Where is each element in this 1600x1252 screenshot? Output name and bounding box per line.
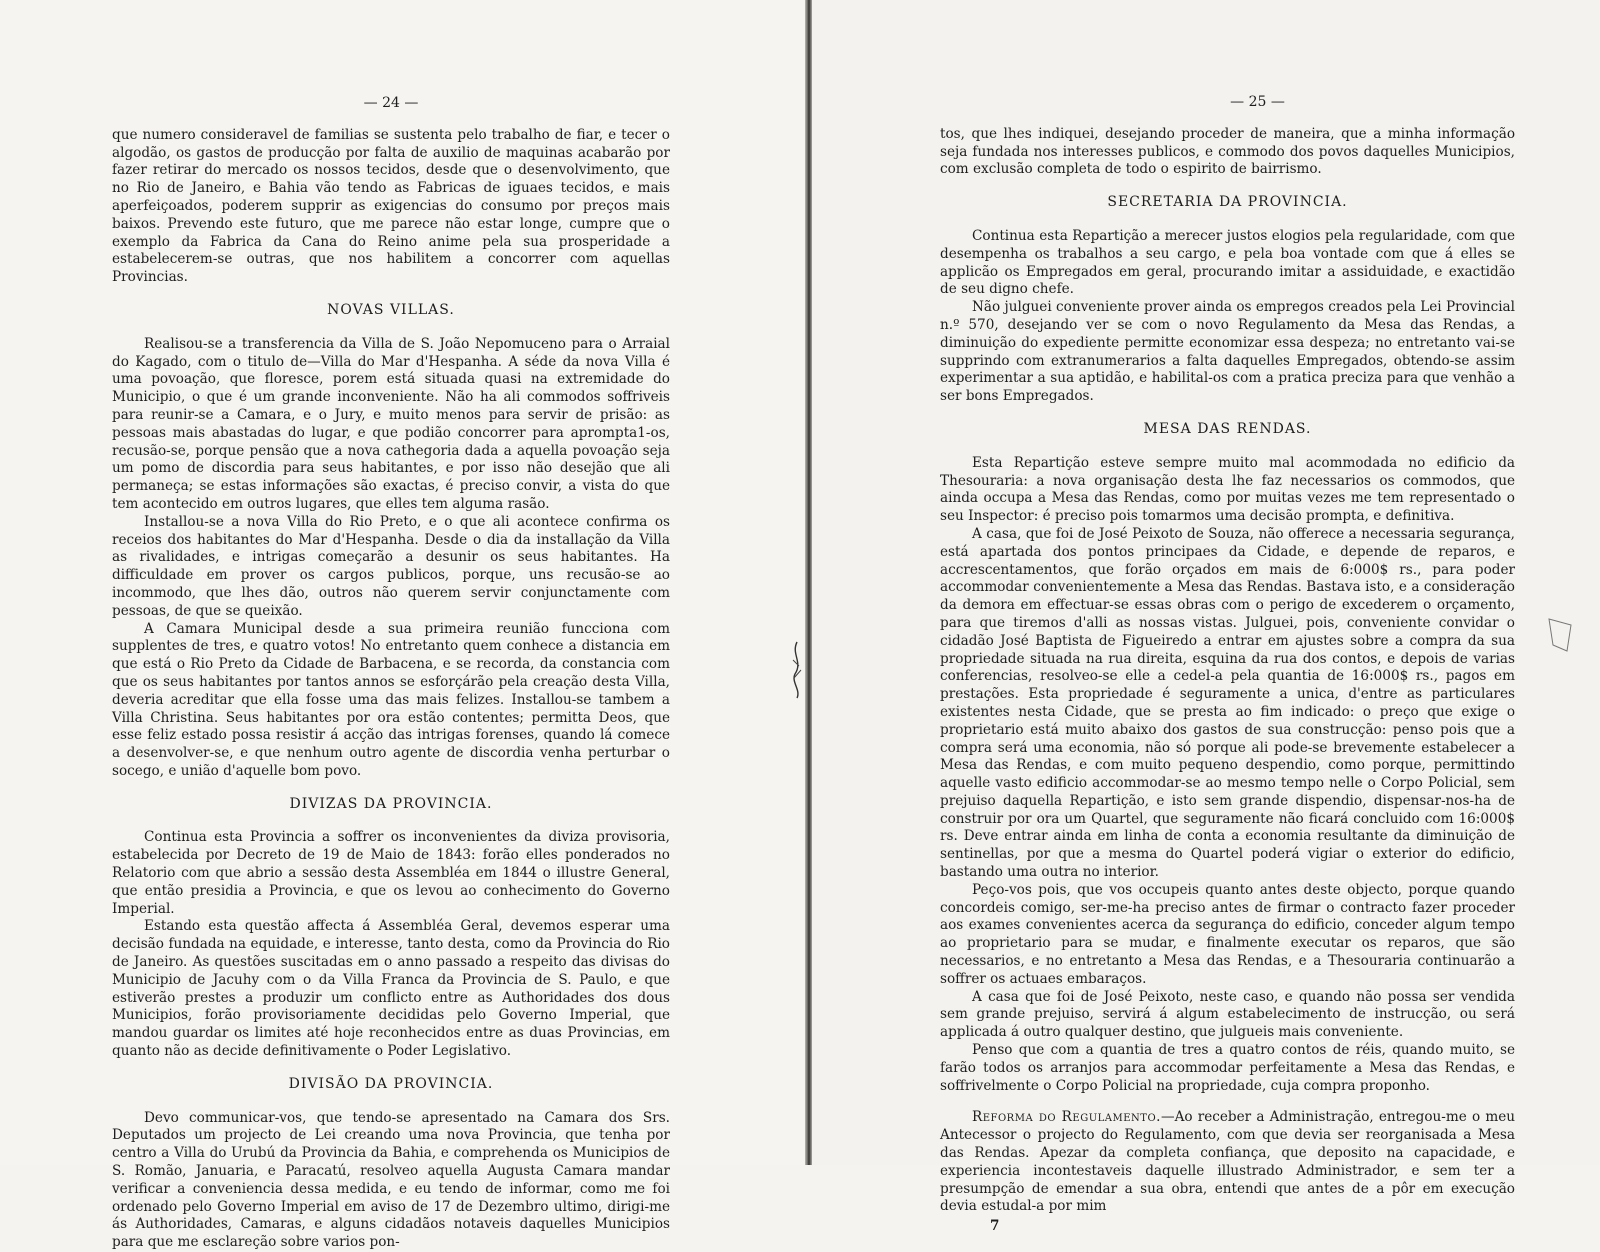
book-gutter [805,0,812,1165]
paragraph: Esta Repartição esteve sempre muito mal acommodada no edificio da Thesouraria: a nova organisação desta lhe faz necessarios os commodos, que ainda occupa a Mesa das Rendas, como por muitas vezes me tem representado o seu Inspector: é preciso pois tomarmos uma decisão prompta, e definitiva. [940,454,1515,525]
binding-thread-mark [785,640,809,700]
page-edge-mark [1545,615,1575,655]
section-heading: DIVISÃO DA PROVINCIA. [288,1075,494,1092]
paragraph: Continua esta Repartição a merecer justos elogios pela regularidade, com que desempenha os trabalhos a seu cargo, e pela boa vontade com que á elles se applicão os Empregados em geral, procurando imitar a assiduidade, e exactidão de seu digno chefe. [940,227,1515,298]
right-page [812,0,1600,1235]
paragraph: que numero consideravel de familias se sustenta pelo trabalho de fiar, e tecer o algodão, os gastos de producção por falta de auxilio de maquinas acabarão por fazer retirar do mercado os nossos tecidos, desde que o desenvolvimento, que no Rio de Janeiro, e Bahia vão tendo as Fabricas de iguaes tecidos, e mais aperfeiçoados, poderem supprir as exigencias do consumo por preços mais baixos. Prevendo este futuro, que me parece não estar longe, cumpre que o exemplo da Fabrica da Cana do Reino anime pela sua prosperidade a estabelecerem-se outras, que nos habilitem a concorrer com aquellas Provincias. [112,126,670,286]
paragraph: Realisou-se a transferencia da Villa de S. João Nepomuceno para o Arraial do Kagado, com o titulo de—Villa do Mar d'Hespanha. A séde da nova Villa é uma povoação, que floresce, porem está situada quasi na extremidade do Municipio, o que é um grande inconveniente. Não ha ali commodos soffriveis para reunir-se a Camara, e o Jury, e muito menos para servir de prisão: as pessoas mais abastadas do lugar, e que podião concorrer para aprompta1-os, recusão-se, porque pensão que a nova cathegoria dada a aquella povoação seja um pomo de discordia para seus habitantes, e por isso não desejão que ali permaneça; se estas informações são exactas, é preciso convir, a vista do que tem acontecido em outros lugares, que elles tem alguma rasão. [112,335,670,512]
paragraph: Peço-vos pois, que vos occupeis quanto antes deste objecto, porque quando concordeis comigo, ser-me-ha preciso antes de firmar o contracto fazer proceder aos exames convenientes acerca da segurança do edificio, conceder algum tempo ao proprietario para se mudar, e finalmente executar os reparos, que são necessarios, e no entretanto a Mesa das Rendas, e a Thesouraria continuarão a soffrer os actuaes embaraços. [940,881,1515,987]
section-heading: SECRETARIA DA PROVINCIA. [1107,194,1348,211]
run-in-heading: Reforma do Regulamento. [972,1109,1161,1126]
paragraph: Penso que com a quantia de tres a quatro contos de réis, quando muito, se farão todos os arranjos para accommodar perfeitamente a Mesa das Rendas, e soffrivelmente o Corpo Policial na propriedade, cuja compra proponho. [940,1042,1515,1094]
paragraph: A casa que foi de José Peixoto, neste caso, e quando não possa ser vendida sem grande prejuiso, servirá á algum estabelecimento de instrucção, ou será applicada á outro qualquer destino, que julgueis mais conveniente. [940,988,1515,1041]
paragraph: Installou-se a nova Villa do Rio Preto, e o que ali acontece confirma os receios dos habitantes do Mar d'Hespanha. Desde o dia da installação da Villa as rivalidades, e intrigas começarão a desunir os seus habitantes. Ha difficuldade em prover os cargos publicos, porque, uns recusão-se ao incommodo, que lhes dão, outros não querem servir conjunctamente com pessoas, de que se queixão. [112,513,670,619]
paragraph: A Camara Municipal desde a sua primeira reunião funcciona com supplentes de tres, e quatro votos! No entretanto quem conhece a distancia em que está o Rio Preto da Cidade de Barbacena, e se recorda, da constancia com que os seus habitantes por tantos annos se esforçárão pela creação desta Villa, deveria acreditar que ella fosse uma das mais felizes. Installou-se tambem a Villa Christina. Seus habitantes por ora estão contentes; permitta Deos, que esse feliz estado possa resistir á acção das intrigas forenses, quando lá comece a desenvolver-se, e que nenhum outro agente de discordia venha perturbar o socego, e união d'aquelle bom povo. [112,620,670,779]
section-heading: NOVAS VILLAS. [327,301,455,318]
paragraph: tos, que lhes indiquei, desejando proceder de maneira, que a minha informação seja fundada nos interesses publicos, e commodo dos povos daquelles Municipios, com exclusão completa de todo o espirito de bairrismo. [940,125,1515,178]
paragraph: Não julguei conveniente prover ainda os empregos creados pela Lei Provincial n.º 570, desejando ver se com o novo Regulamento da Mesa das Rendas, a diminuição do expediente permitte economizar essa despeza; no entretanto vai-se supprindo com extranumerarios a falta daquelles Empregados, obtendo-se assim experimentar a sua aptidão, e habilital-os com a pratica preciza para que venhão a ser bons Empregados. [940,299,1515,405]
paragraph: Devo communicar-vos, que tendo-se apresentado na Camara dos Srs. Deputados um projecto de Lei creando uma nova Provincia, que tenha por centro a Villa do Urubú da Provincia da Bahia, e comprehenda os Municipios de S. Romão, Januaria, e Paracatú, resolveo aquella Augusta Camara mandar verificar a conveniencia dessa medida, e eu tendo de informar, como me foi ordenado pelo Governo Imperial em aviso de 17 de Dezembro ultimo, dirigi-me ás Authoridades, Camaras, e alguns cidadãos notaveis daquelles Municipios para que me esclareção sobre varios pon- [112,1109,670,1251]
paragraph [940,1109,1515,1216]
right-page-column [940,94,1515,1236]
paragraph: A casa, que foi de José Peixoto de Souza, não offerece a necessaria segurança, está apartada dos pontos principaes da Cidade, e depende de reparos, e accrescentamentos, que forão orçados em mais de 6:000$ rs., para poder accommodar convenientemente a Mesa das Rendas. Bastava isto, e a consideração da demora em effectuar-se essas obras com o perigo de excederem o orçamento, para que tiremos d'alli as nossas vistas. Julguei, pois, conveniente convidar o cidadão José Baptista de Figueiredo a entrar em ajustes sobre a compra da sua propriedade situada na rua direita, esquina da rua dos contos, e depois de varias conferencias, resolveo-se elle a cedel-a pela quantia de 16:000$ rs., pagos em prestações. Esta propriedade é seguramente a unica, d'entre as particulares existentes nesta Cidade, que se presta ao fim indicado: o preço que exige o proprietario está muito abaixo dos gastos de sua construcção: penso pois que a compra será uma economia, não só porque ali pode-se brevemente estabelecer a Mesa das Rendas, e com muito pequeno despendio, como porque, permittindo aquelle vasto edificio accommodar-se ao mesmo tempo nelle o Corpo Policial, sem prejuiso daquella Repartição, e isto sem grande dispendio, dispensar-nos-ha de construir por ora um Quartel, que seguramente não ficará concluido com 16:000$ rs. Deve entrar ainda em linha de conta a economia resultante da diminuição de sentinellas, por que a mesma do Quartel poderá vigiar o exterior do edificio, bastando uma outra no interior. [940,525,1515,881]
signature-mark: 7 [990,1218,1000,1235]
left-page-column [112,95,670,1252]
page-number: — 24 — [363,95,419,111]
paragraph-text: —Ao receber a Administração, entregou-me o meu Antecessor o projecto do Regulamento, com que devia ser reorganisada a Mesa das Rendas. Apezar da completa confiança, que deposito na capacidade, e experiencia incontestaveis daquelle illustrado Administrador, e sem ter a presumpção de emendar a sua obra, entendi que antes de a pôr em execução devia estudal-a por mim [940,1109,1516,1215]
section-heading: MESA DAS RENDAS. [1143,420,1312,437]
section-heading: DIVIZAS DA PROVINCIA. [289,795,493,812]
page-number: — 25 — [1230,94,1285,110]
paragraph: Continua esta Provincia a soffrer os inconvenientes da diviza provisoria, estabelecida por Decreto de 19 de Maio de 1843: forão elles ponderados no Relatorio com que abrio a sessão desta Assembléa em 1844 o illustre General, que então presidia a Provincia, e que os levou ao conhecimento do Governo Imperial. [112,829,670,917]
paragraph: Estando esta questão affecta á Assembléa Geral, devemos esperar uma decisão fundada na equidade, e interesse, tanto desta, como da Provincia do Rio de Janeiro. As questões suscitadas em o anno passado a respeito das divisas do Municipio de Jacuhy com o da Villa Franca da Provincia de S. Paulo, e que estiverão prestes a produzir um conflicto entre as Authoridades dos dous Municipios, forão provisoriamente decididas pelo Governo Imperial, que mandou guardar os limites até hoje reconhecidos entre as duas Provincias, em quanto não as decide definitivamente o Poder Legislativo. [112,918,670,1060]
